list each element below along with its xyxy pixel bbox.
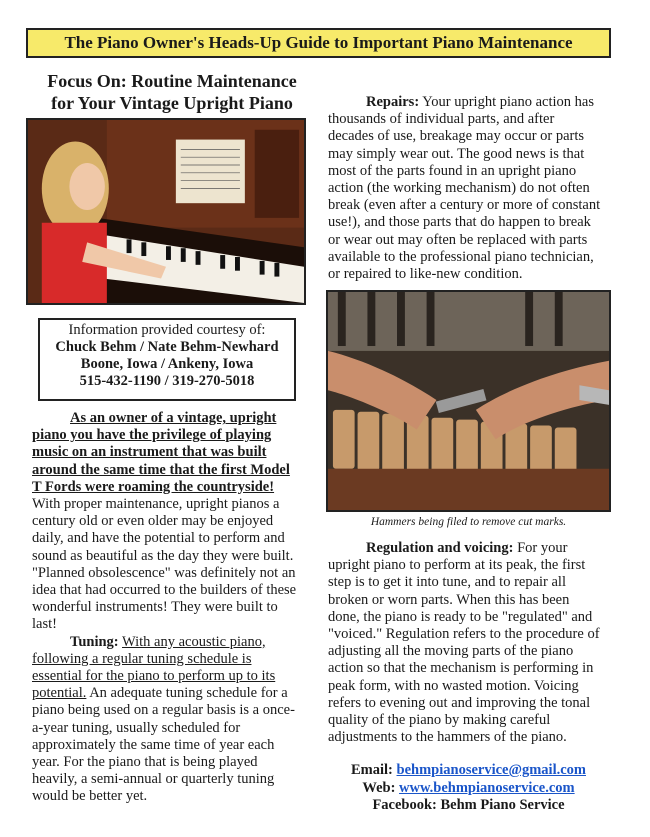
credit-box xyxy=(38,318,296,401)
page-banner xyxy=(26,28,611,58)
facebook-name: Behm Piano Service xyxy=(440,797,565,813)
email-link[interactable]: behmpianoservice@gmail.com xyxy=(396,762,586,778)
facebook-line xyxy=(326,797,611,815)
regulation-body: For your upright piano to perform at its peak, the first step is to get it into tune, and to repair all broken or worn parts. When this has been done, the piano is ready to be "regulated" and "voiced." Regulation refers to the procedure of adjusting all the moving parts of the piano action so that the mechanism is performing in peak form, with no wasted motion. Voicing refers to evening out and improving the tonal quality of the piano by making careful adjustments to the hammers of the piano. xyxy=(328,540,600,746)
banner-title: The Piano Owner's Heads-Up Guide to Important Piano Maintenance xyxy=(64,33,573,52)
regulation-heading: Regulation and voicing: xyxy=(366,540,514,556)
credit-names: Chuck Behm / Nate Behm-Newhard xyxy=(55,339,279,355)
intro-body: With proper maintenance, upright pianos a century old or even older may be enjoyed daily, and have the potential to perform and sound as beautiful as the day they were built. "Planned obsolescence" was definitely not an idea that had occurred to the builders of these wonderful instruments! They were built to last! xyxy=(32,496,297,633)
repairs-heading: Repairs: xyxy=(366,94,420,110)
credit-places: Boone, Iowa / Ankeny, Iowa xyxy=(80,356,254,372)
facebook-label: Facebook: xyxy=(372,797,437,813)
web-line xyxy=(326,780,611,798)
web-label: Web: xyxy=(362,779,396,796)
tuning-paragraph xyxy=(32,634,302,806)
girl-playing-piano-photo xyxy=(26,118,306,305)
repairs-section xyxy=(328,94,602,283)
left-column-text xyxy=(32,410,302,806)
focus-heading-line1: Focus On: Routine Maintenance xyxy=(47,71,297,91)
credit-phones: 515-432-1190 / 319-270-5018 xyxy=(79,373,255,389)
email-label: Email: xyxy=(351,762,393,778)
credit-intro: Information provided courtesy of: xyxy=(68,322,266,338)
repairs-body: Your upright piano action has thousands of individual parts, and after decades of use, breakage may occur or parts may simply wear out. The good news is that most of the parts found in an upright piano action (the working mechanism) do not often break (even after a century or more of constant use!), and those parts that do happen to break or wear out may often be replaced with parts available to the professional piano technician, or repaired to like-new condition. xyxy=(328,94,601,283)
tuning-body: An adequate tuning schedule for a piano being used on a regular basis is a once-a-year tuning, usually scheduled for approximately the same time of year each year. For the piano that is being played heavily, a semi-annual or quarterly tuning would be better yet. xyxy=(32,685,295,805)
tuning-heading: Tuning: xyxy=(70,633,119,650)
contact-block xyxy=(326,762,611,815)
photo-caption: Hammers being filed to remove cut marks. xyxy=(370,516,567,528)
focus-heading xyxy=(26,70,318,114)
regulation-paragraph xyxy=(328,540,602,746)
tuning-lead: With any acoustic piano, following a regular tuning schedule is essential for the piano to perform up to its potential. xyxy=(32,633,276,702)
intro-lead: As an owner of a vintage, upright piano you have the privilege of playing music on an instrument that was built around the same time that the first Model T Fords were roaming the countryside! xyxy=(32,410,290,495)
email-line xyxy=(326,762,611,780)
hammer-filing-photo xyxy=(326,290,611,512)
regulation-section xyxy=(328,540,602,746)
repairs-paragraph xyxy=(328,94,602,283)
web-link[interactable]: www.behmpianoservice.com xyxy=(399,779,575,796)
intro-paragraph xyxy=(32,410,302,634)
focus-heading-line2: for Your Vintage Upright Piano xyxy=(51,93,293,113)
